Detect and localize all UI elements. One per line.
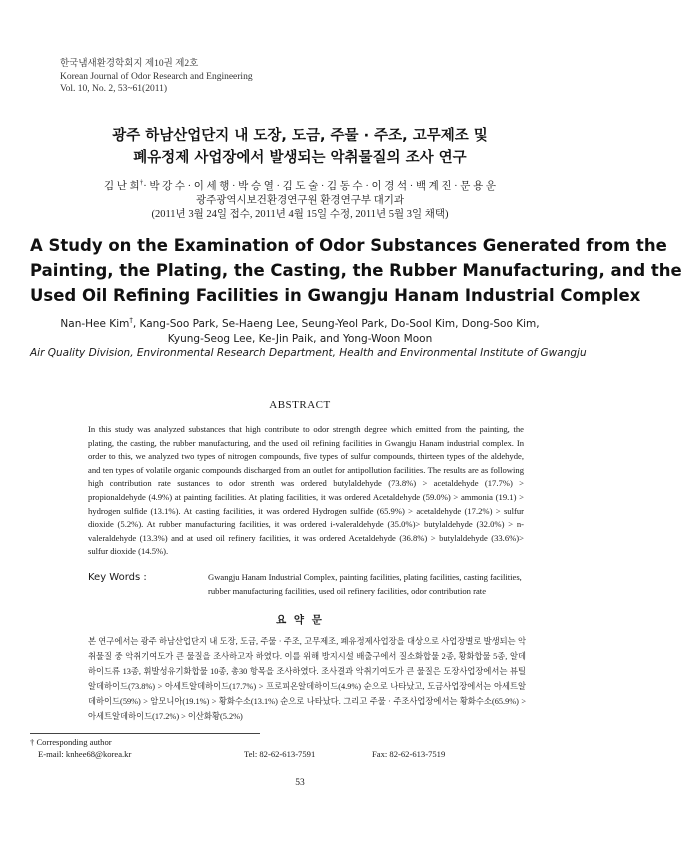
- korean-author-block: [40, 180, 560, 222]
- english-title-line-3: Used Oil Refining Facilities in Gwangju Hanam Industrial Complex: [30, 286, 641, 305]
- english-title-line-1: A Study on the Examination of Odor Substances Generated from the: [30, 236, 667, 255]
- korean-authors: [40, 180, 560, 194]
- korean-title-line-2: 폐유정제 사업장에서 발생되는 악취물질의 조사 연구: [133, 150, 467, 166]
- page-number: 53: [295, 778, 305, 788]
- contact-email: E-mail: knhee68@korea.kr: [38, 749, 132, 759]
- korean-title: [40, 125, 560, 169]
- footnote-divider: [30, 733, 260, 734]
- english-other-authors: , Kang-Soo Park, Se-Haeng Lee, Seung-Yeol Park, Do-Sool Kim, Dong-Soo Kim,: [132, 318, 540, 330]
- contact-fax: Fax: 82-62-613-7519: [372, 749, 446, 759]
- korean-abstract-heading: 요 약 문: [276, 614, 324, 626]
- korean-affiliation: 광주광역시보건환경연구원 환경연구부 대기과: [195, 195, 405, 206]
- english-affiliation: Air Quality Division, Environmental Research Department, Health and Environmental Institute of Gwangju: [30, 347, 587, 359]
- english-author-block: [40, 317, 560, 347]
- keywords-text: Gwangju Hanam Industrial Complex, painting facilities, plating facilities, casting facilities, rubber manufacturing facilities, used oil refinery facilities, odor contribution rate: [208, 572, 522, 596]
- corresponding-mark-en: †: [129, 316, 133, 325]
- keywords-label: Key Words :: [88, 572, 147, 583]
- contact-tel: Tel: 82-62-613-7591: [244, 749, 316, 759]
- corresponding-mark: †: [139, 178, 144, 187]
- corresponding-author-note: † Corresponding author: [30, 737, 112, 747]
- korean-other-authors: · 박 강 수 · 이 세 행 · 박 승 열 · 김 도 술 · 김 동 수 · 이 경 석 · 백 계 진 · 문 용 운: [143, 181, 496, 192]
- contact-row: [38, 749, 568, 761]
- korean-first-author: 김 난 희: [104, 181, 140, 192]
- english-authors-line-1: [40, 317, 560, 332]
- abstract-heading: ABSTRACT: [269, 399, 331, 411]
- journal-name-english: Korean Journal of Odor Research and Engineering: [60, 71, 253, 82]
- journal-volume: Vol. 10, No. 2, 53~61(2011): [60, 84, 168, 94]
- journal-header: [60, 58, 253, 96]
- korean-abstract-text: 본 연구에서는 광주 하남산업단지 내 도장, 도금, 주물 · 주조, 고무제조, 폐유정제사업장을 대상으로 사업장별로 발생되는 악취물질 중 악취기여도가 큰 물질을 조사하고자 하였다. 이를 위해 방지시설 배출구에서 질소화합물 2종, 황화합물 5종, 알데하이드류 13종, 휘발성유기화합물 10종, 총30 항목을 조사하였다. 조사결과 악취기여도가 큰 물질은 도장사업장에서는 뷰틸알데하이드(73.8%) > 아세트알데하이드(17.7%) > 프로피온알데하이드(4.9%) 순으로 나타났고, 도금사업장에서는 아세트알데하이드(59%) > 암모니아(19.1%) > 황화수소(13.1%) 순으로 나타났다. 그리고 주물 · 주조사업장에서는 황화수소(65.9%) > 아세트알데하이드(17.2%) > 이산화황(5.2%): [88, 637, 526, 721]
- abstract-text: In this study was analyzed substances that high contribute to odor strength degree which emitted from the painting, the plating, the casting, the rubber manufacturing, and the used oil refining facilities in Gwangju Hanam industrial complex. In order to this, we analyzed two types of nitrogen compounds, five types of sulfur compounds, thirteen types of the aldehyde, and ten types of volatile organic compounds discharged from an outlet for antipollution facilities. The results are as following high contribution rate sustances to odor strenth was ordered butylaldehyde (73.8%) > acetaldehyde (17.7%) > propionaldehyde (4.9%) at painting facilities. At plating facilities, it was ordered Acetaldehyde (59.0%) > ammonia (19.1) > hydrogen sulfide (13.1%). At casting facilities, it was ordered Hydrogen sulfide (65.9%) > acetaldehyde (17.2%) > sulfur dioxide (5.2%). At rubber manufacturing facilities, it was ordered i-valeraldehyde (35.0%)> butylaldehyde (32.0%) > n-valeraldehyde (13.3%) and at used oil refinery facilities, it was ordered Acetaldehyde (36.8%) > butylaldehyde (33.6%)> sulfur dioxide (14.5%).: [88, 424, 524, 557]
- submission-dates: (2011년 3월 24일 접수, 2011년 4월 15일 수정, 2011년 5월 3일 채택): [151, 209, 449, 220]
- korean-title-line-1: 광주 하남산업단지 내 도장, 도금, 주물 · 주조, 고무제조 및: [112, 128, 488, 144]
- journal-name-korean: 한국냄새환경학회지 제10권 제2호: [60, 59, 199, 69]
- english-first-author: Nan-Hee Kim: [60, 318, 130, 330]
- english-authors-line-2: Kyung-Seog Lee, Ke-Jin Paik, and Yong-Woon Moon: [167, 333, 433, 345]
- english-title-line-2: Painting, the Plating, the Casting, the Rubber Manufacturing, and the: [30, 261, 682, 280]
- english-title: [30, 233, 682, 308]
